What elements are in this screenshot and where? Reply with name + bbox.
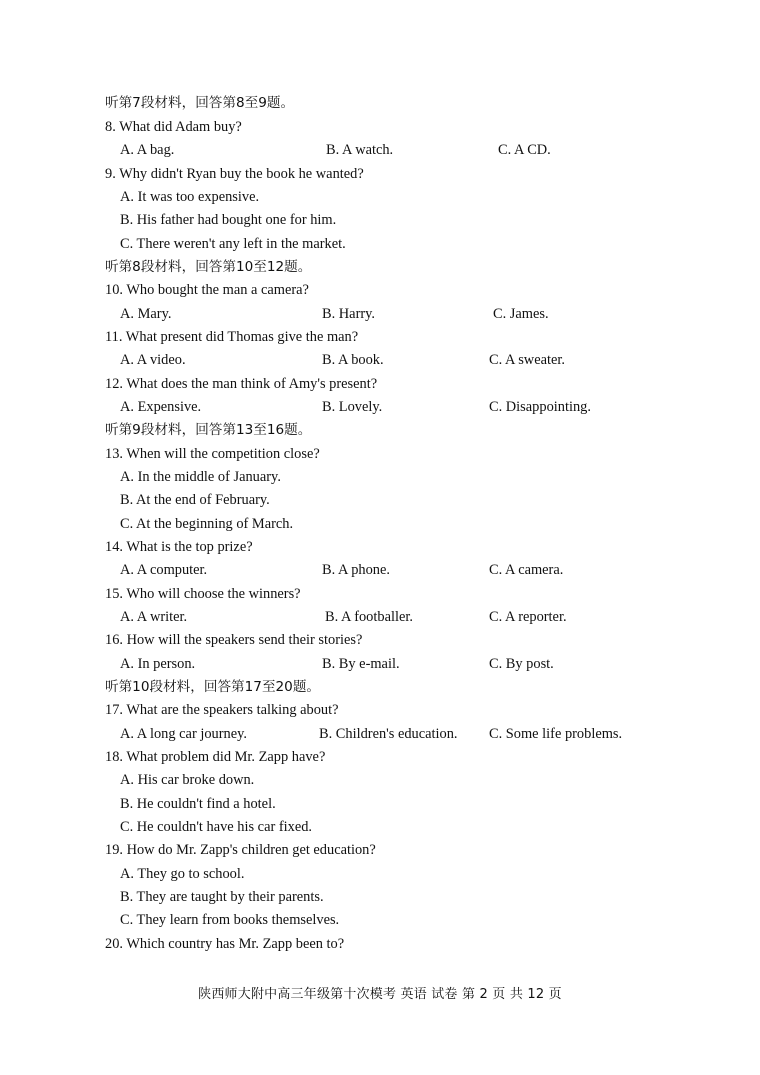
question-12: 12. What does the man think of Amy's present? [105,376,378,392]
question-16: 16. How will the speakers send their stories? [105,632,363,648]
option-19-b: B. They are taught by their parents. [120,889,324,905]
options-row-12 [0,396,760,419]
option-14-b: B. A phone. [322,562,390,578]
option-15-b: B. A footballer. [325,609,413,625]
option-16-a: A. In person. [120,656,196,672]
question-18: 18. What problem did Mr. Zapp have? [105,749,326,765]
option-12-b: B. Lovely. [322,399,383,415]
option-14-c: C. A camera. [489,562,564,578]
option-9-a: A. It was too expensive. [120,189,260,205]
option-9-b: B. His father had bought one for him. [120,212,337,228]
option-12-c: C. Disappointing. [489,399,591,415]
question-9: 9. Why didn't Ryan buy the book he wanted? [105,166,364,182]
option-13-a: A. In the middle of January. [120,469,281,485]
question-14: 14. What is the top prize? [105,539,253,555]
option-19-a: A. They go to school. [120,866,245,882]
question-10: 10. Who bought the man a camera? [105,282,309,298]
option-17-a: A. A long car journey. [120,726,247,742]
option-8-b: B. A watch. [326,142,394,158]
option-8-a: A. A bag. [120,142,175,158]
options-row-17 [0,723,760,746]
option-10-b: B. Harry. [322,306,376,322]
option-18-b: B. He couldn't find a hotel. [120,796,276,812]
question-13: 13. When will the competition close? [105,446,320,462]
question-17: 17. What are the speakers talking about? [105,702,339,718]
option-14-a: A. A computer. [120,562,208,578]
options-row-10 [0,303,760,326]
section-header-9: 听第9段材料，回答第13至16题。 [105,422,312,438]
option-15-c: C. A reporter. [489,609,567,625]
options-row-15 [0,606,760,629]
question-20: 20. Which country has Mr. Zapp been to? [105,936,345,952]
question-15: 15. Who will choose the winners? [105,586,301,602]
option-13-b: B. At the end of February. [120,492,270,508]
page-footer: 陕西师大附中高三年级第十次模考 英语 试卷 第 2 页 共 12 页 [198,987,562,1002]
section-header-7: 听第7段材料，回答第8至9题。 [105,95,295,111]
section-header-8: 听第8段材料，回答第10至12题。 [105,259,312,275]
option-18-a: A. His car broke down. [120,772,255,788]
option-12-a: A. Expensive. [120,399,202,415]
option-17-b: B. Children's education. [319,726,458,742]
option-16-c: C. By post. [489,656,554,672]
option-19-c: C. They learn from books themselves. [120,912,340,928]
option-8-c: C. A CD. [498,142,551,158]
option-10-a: A. Mary. [120,306,172,322]
options-row-11 [0,349,760,372]
options-row-14 [0,559,760,582]
option-11-a: A. A video. [120,352,186,368]
option-11-b: B. A book. [322,352,384,368]
option-18-c: C. He couldn't have his car fixed. [120,819,313,835]
question-19: 19. How do Mr. Zapp's children get education? [105,842,376,858]
option-17-c: C. Some life problems. [489,726,623,742]
option-13-c: C. At the beginning of March. [120,516,294,532]
options-row-16 [0,653,760,676]
option-9-c: C. There weren't any left in the market. [120,236,346,252]
question-11: 11. What present did Thomas give the man? [105,329,359,345]
section-header-10: 听第10段材料，回答第17至20题。 [105,679,321,695]
option-10-c: C. James. [493,306,549,322]
question-8: 8. What did Adam buy? [105,119,242,135]
options-row-8 [0,139,760,162]
option-11-c: C. A sweater. [489,352,565,368]
option-15-a: A. A writer. [120,609,188,625]
option-16-b: B. By e-mail. [322,656,400,672]
